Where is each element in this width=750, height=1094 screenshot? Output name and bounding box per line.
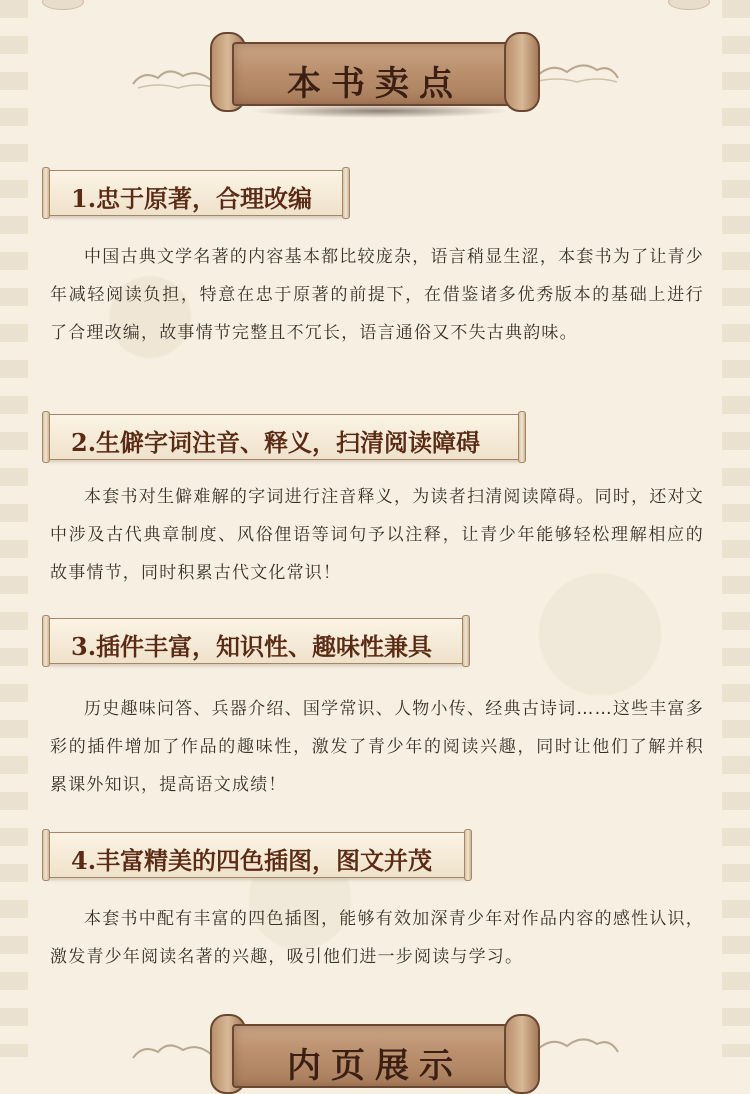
banner-title: 内页展示 xyxy=(287,1046,463,1086)
section-heading-text: 4.丰富精美的四色插图，图文并茂 xyxy=(71,846,433,875)
top-scroll-banner xyxy=(210,30,540,110)
section-body-3: 历史趣味问答、兵器介绍、国学常识、人物小传、经典古诗词……这些丰富多彩的插件增加了作品的趣味性，激发了青少年的阅读兴趣，同时让他们了解并积累课外知识，提高语文成绩！ xyxy=(50,699,704,795)
section-heading-text: 3.插件丰富，知识性、趣味性兼具 xyxy=(71,632,433,661)
section-body-2: 本套书对生僻难解的字词进行注音释义，为读者扫清阅读障碍。同时，还对文中涉及古代典章制度、风俗俚语等词句予以注释，让青少年能够轻松理解相应的故事情节，同时积累古代文化常识！ xyxy=(50,487,704,583)
bottom-scroll-banner xyxy=(210,1012,540,1092)
section-heading-text: 1.忠于原著，合理改编 xyxy=(71,184,313,213)
section-heading-1 xyxy=(46,170,346,216)
cloud-ornament-left xyxy=(128,62,218,92)
cloud-ornament-right xyxy=(532,56,622,86)
section-heading-text: 2.生僻字词注音、释义，扫清阅读障碍 xyxy=(71,428,481,457)
section-heading-3 xyxy=(46,618,466,664)
cloud-ornament-right-bottom xyxy=(532,1030,622,1060)
banner-title: 本书卖点 xyxy=(287,64,463,104)
section-body-4: 本套书中配有丰富的四色插图，能够有效加深青少年对作品内容的感性认识，激发青少年阅读名著的兴趣，吸引他们进一步阅读与学习。 xyxy=(50,909,704,967)
section-heading-4 xyxy=(46,832,468,878)
cloud-ornament-left-bottom xyxy=(128,1036,218,1066)
section-heading-2 xyxy=(46,414,522,460)
section-body-1: 中国古典文学名著的内容基本都比较庞杂，语言稍显生涩，本套书为了让青少年减轻阅读负担，特意在忠于原著的前提下，在借鉴诸多优秀版本的基础上进行了合理改编，故事情节完整且不冗长，语言通俗又不失古典韵味。 xyxy=(50,247,704,343)
right-pattern-border xyxy=(722,0,750,1057)
left-pattern-border xyxy=(0,0,28,1057)
